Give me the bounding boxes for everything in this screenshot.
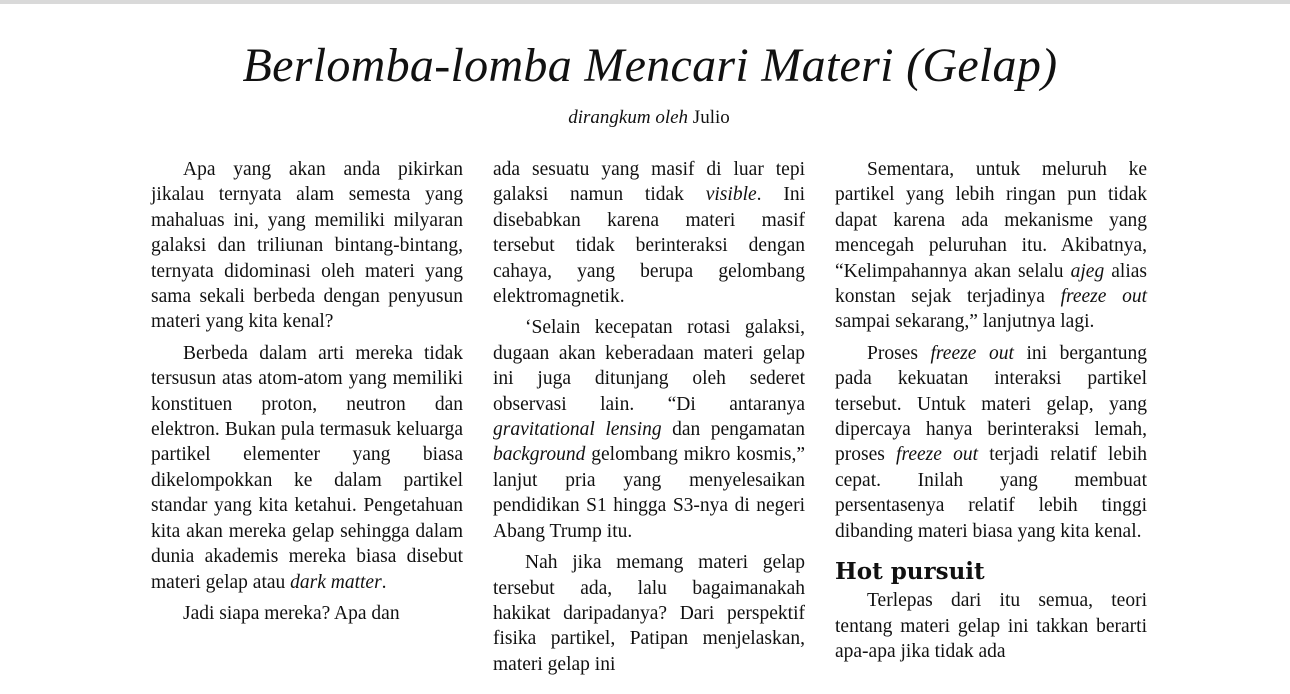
section-heading: Hot pursuit [835, 558, 985, 586]
paragraph [835, 341, 1147, 544]
text-segment: Terlepas dari itu semua, teori tentang materi gelap ini takkan berarti apa-apa jika tidak ada [835, 590, 1147, 662]
text-column-3 [835, 157, 1147, 670]
paragraph [151, 157, 463, 335]
paragraph [835, 588, 1147, 664]
italic-term: ajeg [1070, 260, 1105, 282]
byline-author: Julio [692, 107, 730, 128]
text-segment: Jadi siapa mereka? Apa dan [183, 602, 400, 624]
text-column-1 [151, 157, 463, 632]
text-segment: gelombang mikro kosmis,” lanjut pria yang menyelesaikan pendidikan S1 hingga S3-nya di negeri Abang Trump itu. [493, 444, 805, 542]
text-segment: ada sesuatu yang masif di luar tepi galaksi namun tidak [493, 159, 805, 206]
text-segment: alias konstan sejak terjadinya [835, 260, 1148, 308]
article-title: Berlomba-lomba Mencari Materi (Gelap) [242, 39, 1058, 92]
text-segment: ini bergantung pada kekuatan interaksi partikel tersebut. Untuk materi gelap, yang dipercaya hanya berinteraksi lemah, proses [835, 342, 1147, 466]
paragraph [151, 341, 463, 595]
byline-prefix: dirangkum oleh [568, 107, 689, 128]
text-segment: Berbeda dalam arti mereka tidak tersusun atas atom-atom yang memiliki konstituen proton, neutron dan elektron. Bukan pula termasuk keluarga partikel elementer yang biasa dikelompokkan ke dalam partikel standar yang kita ketahui. Pengetahuan kita akan mereka gelap sehingga dalam dunia akademis mereka biasa disebut materi gelap atau [151, 342, 463, 593]
byline [0, 106, 1290, 130]
paragraph [493, 550, 805, 677]
italic-term: freeze out [1060, 286, 1147, 308]
text-segment: sampai sekarang,” lanjutnya lagi. [835, 311, 1095, 333]
italic-term: dark matter [290, 571, 382, 593]
text-segment: terjadi relatif lebih cepat. Inilah yang membuat persentasenya relatif lebih tinggi dibanding materi biasa yang kita kenal. [835, 444, 1147, 542]
paragraph [493, 315, 805, 544]
paragraph [151, 601, 463, 626]
text-segment: . [381, 571, 387, 593]
text-segment: Nah jika memang materi gelap tersebut ada, lalu bagaimanakah hakikat daripadanya? Dari perspektif fisika partikel, Patipan menjelaskan, materi gelap ini [493, 552, 805, 675]
text-segment: ‘Selain kecepatan rotasi galaksi, dugaan akan keberadaan materi gelap ini juga ditunjang oleh sederet observasi lain. “Di antaranya [493, 317, 805, 415]
text-segment: Sementara, untuk meluruh ke partikel yang lebih ringan pun tidak dapat karena ada mekanisme yang mencegah peluruhan itu. Akibatnya, “Kelimpahannya akan selalu [835, 159, 1147, 282]
text-segment: Proses [867, 342, 931, 364]
italic-term: freeze out [930, 342, 1014, 364]
text-column-2 [493, 157, 805, 683]
italic-term: background [493, 444, 586, 466]
italic-term: freeze out [896, 444, 979, 466]
paragraph [493, 157, 805, 309]
text-segment: Apa yang akan anda pikirkan jikalau ternyata alam semesta yang mahaluas ini, yang memiliki milyaran galaksi dan triliunan bintang-bintang, ternyata didominasi oleh materi yang sama sekali berbeda dengan penyusun materi yang kita kenal? [151, 159, 463, 333]
italic-term: gravitational lensing [493, 419, 662, 441]
viewer-top-border [0, 0, 1290, 4]
italic-term: visible [705, 184, 757, 206]
text-segment: dan pengamatan [661, 419, 805, 441]
text-segment: . Ini disebabkan karena materi masif tersebut tidak berinteraksi dengan cahaya, yang berupa gelombang elektromagnetik. [493, 184, 805, 308]
paragraph [835, 157, 1147, 335]
